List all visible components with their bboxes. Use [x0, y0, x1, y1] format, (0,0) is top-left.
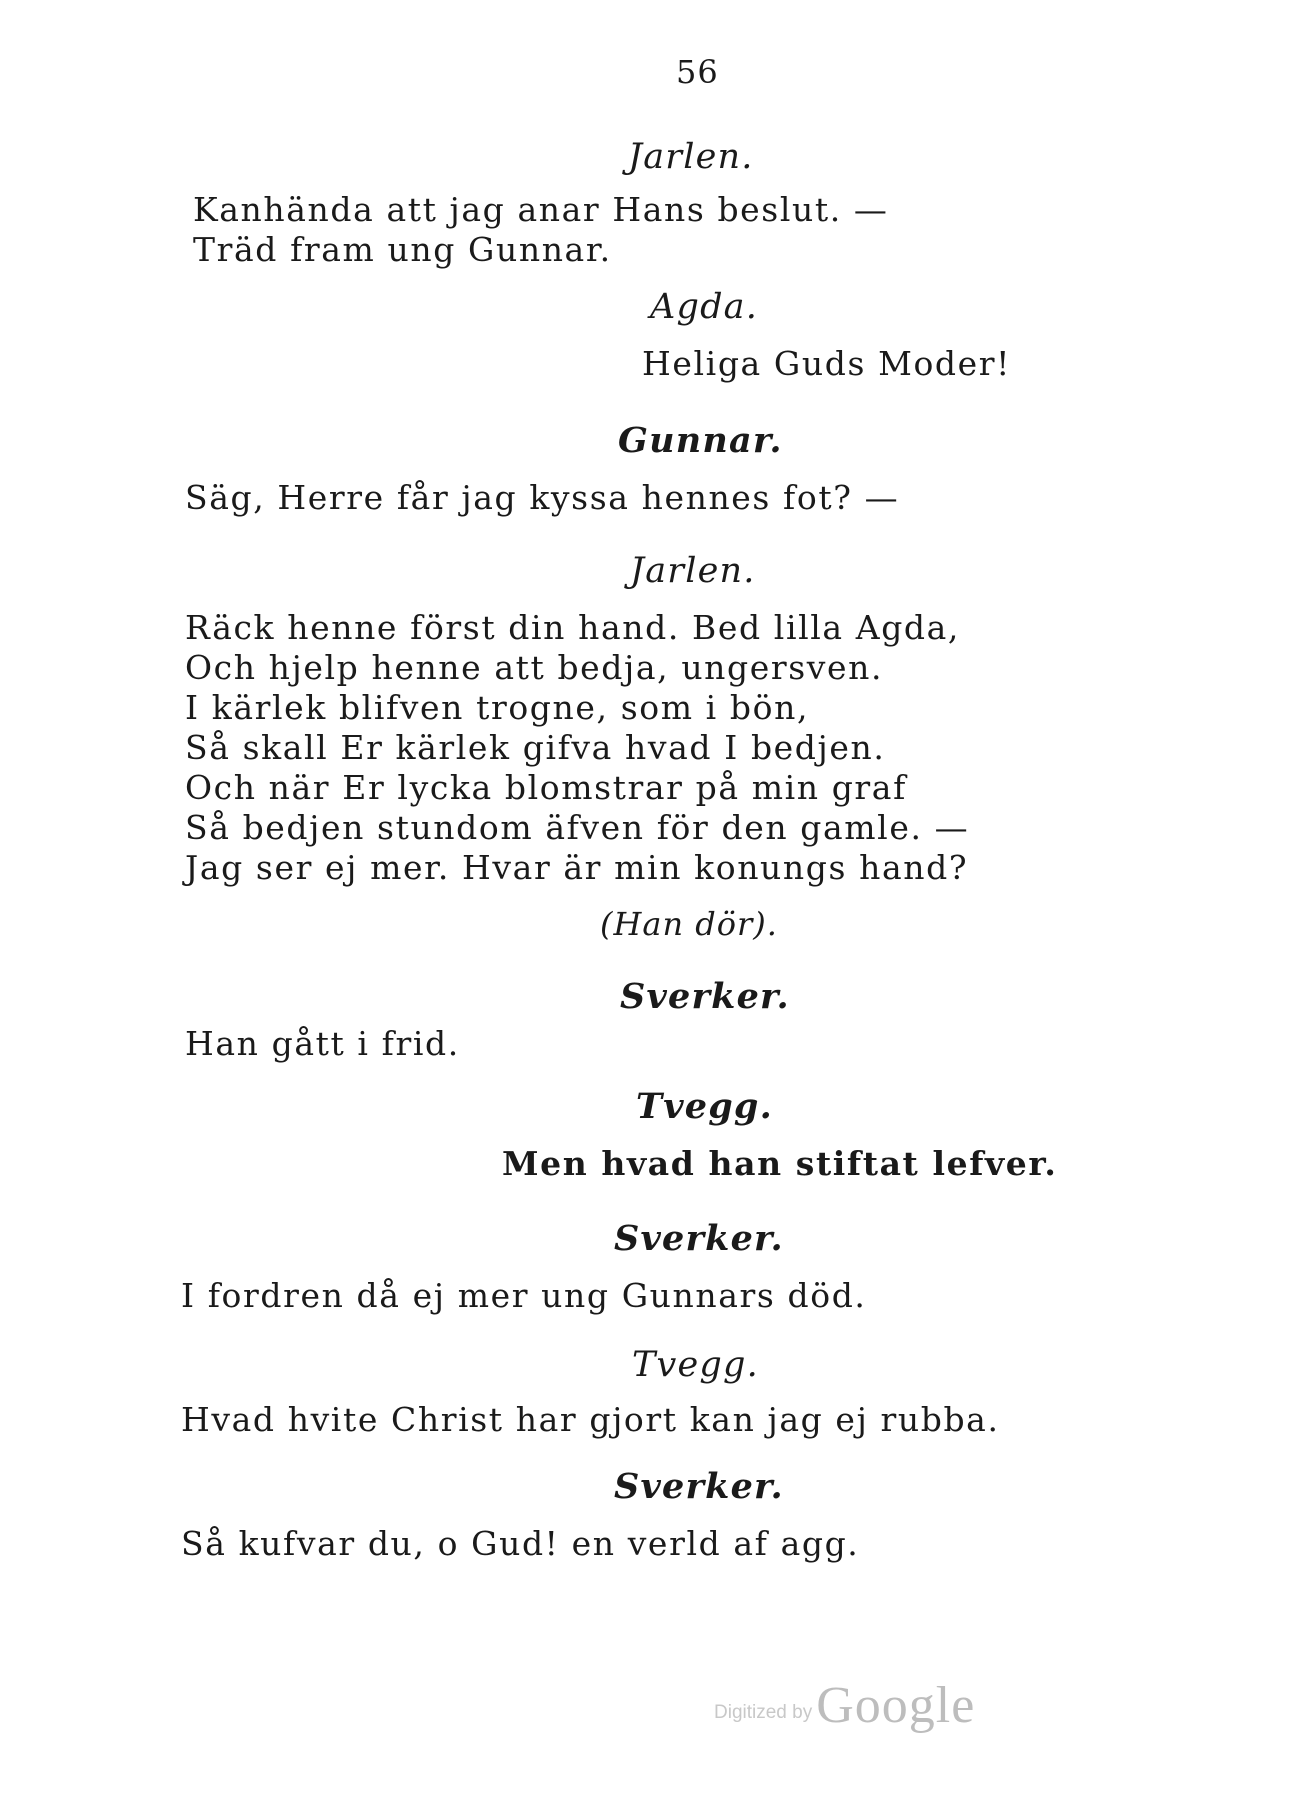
speaker-name: Jarlen.	[630, 551, 756, 591]
speaker-name: Jarlen.	[628, 137, 754, 177]
speaker-name: Tvegg.	[632, 1345, 759, 1385]
watermark-prefix: Digitized by	[714, 1702, 813, 1723]
verse-line: Räck henne först din hand. Bed lilla Agda,	[185, 608, 961, 647]
verse-line: Träd fram ung Gunnar.	[193, 230, 612, 269]
verse-line: Så kufvar du, o Gud! en verld af agg.	[181, 1524, 860, 1563]
speaker-name: Tvegg.	[636, 1086, 773, 1127]
verse-line: I fordren då ej mer ung Gunnars död.	[181, 1276, 867, 1315]
google-watermark	[714, 1676, 975, 1736]
stage-direction: (Han dör).	[600, 905, 778, 943]
speaker-name: Gunnar.	[618, 420, 783, 461]
verse-line: Hvad hvite Christ har gjort kan jag ej rubba.	[181, 1400, 1000, 1439]
google-logo: Google	[816, 1677, 976, 1734]
verse-line: Jag ser ej mer. Hvar är min konungs hand?	[185, 848, 969, 887]
speaker-name: Sverker.	[620, 976, 790, 1017]
verse-line: Och hjelp henne att bedja, ungersven.	[185, 648, 884, 687]
speaker-name: Sverker.	[614, 1218, 784, 1259]
verse-line: Kanhända att jag anar Hans beslut. —	[193, 190, 889, 229]
speaker-name: Agda.	[650, 287, 759, 327]
verse-line: Han gått i frid.	[185, 1024, 460, 1063]
verse-line: Så skall Er kärlek gifva hvad I bedjen.	[185, 728, 886, 767]
speaker-name: Sverker.	[614, 1466, 784, 1507]
verse-line: Heliga Guds Moder!	[642, 344, 1012, 383]
verse-line: Och när Er lycka blomstrar på min graf	[185, 768, 907, 807]
verse-line: Säg, Herre får jag kyssa hennes fot? —	[185, 478, 900, 517]
verse-line: Så bedjen stundom äfven för den gamle. —	[185, 808, 970, 847]
verse-line: I kärlek blifven trogne, som i bön,	[185, 688, 810, 727]
verse-line: Men hvad han stiftat lefver.	[502, 1144, 1058, 1183]
page-number: 56	[676, 53, 719, 91]
